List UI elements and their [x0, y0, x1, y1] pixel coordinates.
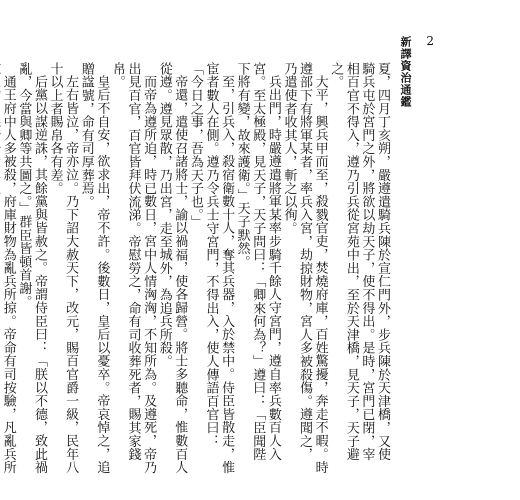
- paragraph-4: 至，引兵入，殺宿衛數十人，奪其兵器，入於禁中。侍臣皆散走，惟宦者數人在側。遵乃令兵士守宮門，不得出入，使人傳語百官曰：「今日之事，吾為天子也。」: [187, 62, 235, 474]
- paragraph-9: 后黨以謀逆誅，其餘黨與皆赦之。帝謂侍臣曰：「朕以不德，致此禍亂，今當與卿等共圖之。」群臣皆頓首謝。: [16, 62, 47, 474]
- paragraph-1: 夏，四月丁亥朔，嚴遵遣騎兵陳於宣仁門外，步兵陳於天津橋，又使騎兵屯於宮門之外，將欲以劫天子，使不得出。是時，宮門已閉，宰相百官不得入，遵乃引兵從宮苑中出，至於天津橋，見天子，天子避之。: [328, 62, 390, 461]
- vertical-text-block: [0, 62, 390, 474]
- running-header: [398, 36, 412, 108]
- paragraph-8: 左右皆泣，帝亦泣。乃下詔大赦天下，改元，賜百官爵一級，民年八十以上者賜帛各有差。: [47, 62, 79, 474]
- paragraph-10: 通王府中人多被殺，府庫財物為亂兵所掠。帝命有司按驗，凡亂兵所: [0, 75, 16, 474]
- running-title: 新譯資治通鑑: [399, 36, 412, 108]
- paragraph-7: 皇后不自安，欲求出，帝不許。後數日，皇后以憂卒。帝哀悼之，追贈諡號，命有司厚葬焉。: [78, 62, 110, 474]
- paragraph-3: 兵出門，時嚴遵遣將軍某率步騎千餘人守宮門，遵自率兵數百人入宮。至太極殿，見天子，天子問曰：「卿來何為？」遵曰：「臣聞陛下將有變，故來護衛。」天子默然。: [234, 62, 281, 461]
- paragraph-5: 帝還，遣使召諸將士，諭以禍福，使各歸營。將士多聽命，惟數百人從遵。遵見眾散，乃出宮，走至城外，為追兵所殺。: [156, 62, 188, 474]
- paragraph-2: 大平，興兵甲而至，殺戮官吏，焚燒府庫，百姓驚擾，奔走不暇。時遵部下有將軍某者，率兵入宮，劫掠財物，宮人多被殺傷。遵聞之，乃遣使者收其人，斬之以徇。: [281, 62, 328, 474]
- page-number: 2: [426, 34, 434, 48]
- paragraph-6: 而帝為遵所迫，時已數日，宮中人情洶洶，不知所為。及遵死，帝乃出見百官，百官皆拜伏流涕。帝慰勞之，命有司收葬死者，賜其家錢帛。: [109, 62, 157, 474]
